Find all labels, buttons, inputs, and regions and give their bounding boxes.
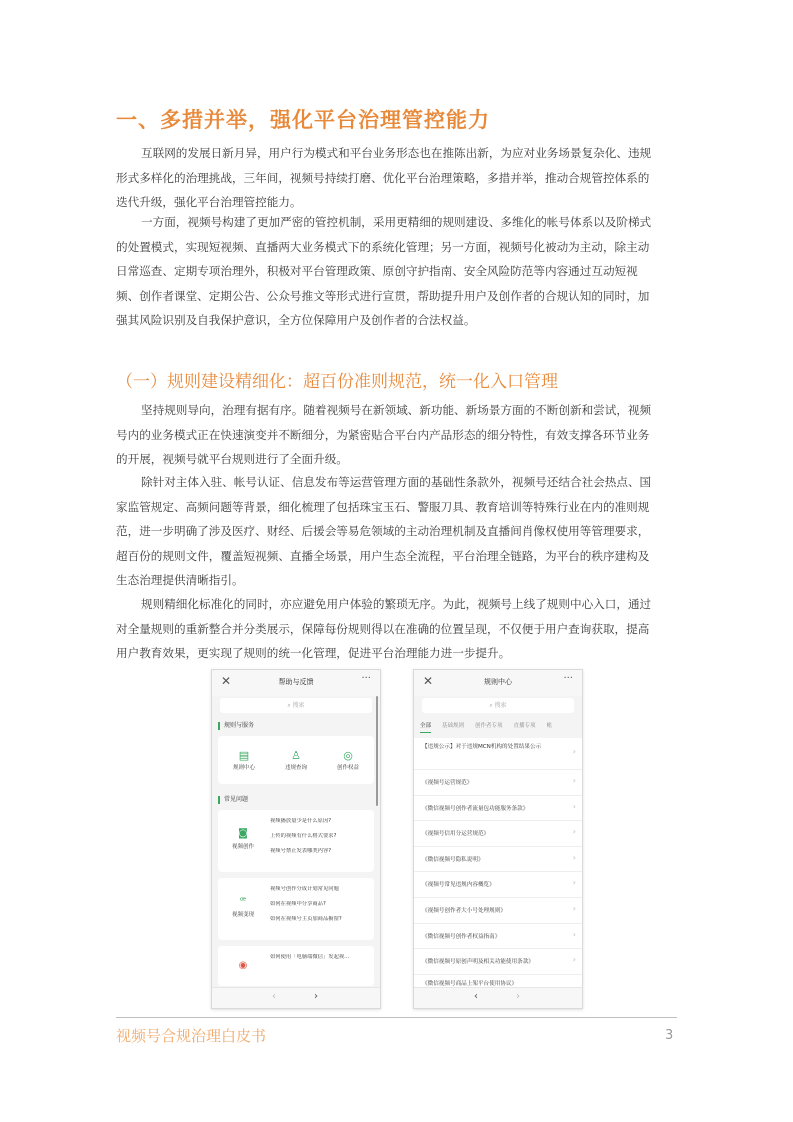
rule-title: 《微信视频号创作者权益指南》: [422, 933, 501, 940]
faq-card-live: [218, 946, 374, 986]
back-icon[interactable]: ‹: [272, 991, 276, 1002]
text-line: 的处置模式，实现短视频、直播两大业务模式下的系统化管理；另一方面，视频号化被动为主动，除主动: [116, 239, 650, 254]
search-icon: ⌕: [489, 702, 493, 709]
list-item[interactable]: [414, 949, 582, 975]
chevron-right-icon: ›: [572, 852, 576, 862]
tab-all[interactable]: 全部: [420, 721, 431, 733]
chevron-right-icon: ›: [572, 801, 576, 811]
service-rule-center[interactable]: [224, 749, 264, 771]
phone-bottom-nav: [414, 987, 582, 1008]
text-line: 范，进一步明确了涉及医疗、财经、后援会等易危领域的主动治理机制及直播间肖像权使用等管理要求，: [116, 524, 650, 539]
live-icon: ◉: [238, 960, 248, 971]
faq-question[interactable]: 如何在视频号主页加商品橱窗?: [270, 916, 342, 922]
back-icon[interactable]: ‹: [474, 991, 478, 1002]
faq-category[interactable]: [224, 896, 262, 918]
rule-title: 《视频号信用分运营规范》: [422, 831, 490, 838]
search-placeholder: 搜索: [494, 702, 507, 709]
text-line: 的开展，视频号就平台规则进行了全面升级。: [116, 452, 348, 467]
chevron-right-icon: ›: [572, 955, 576, 965]
text-line: 一方面，视频号构建了更加严密的管控机制，采用更精细的规则建设、多维化的帐号体系以及阶梯式: [141, 215, 652, 229]
chevron-right-icon: ›: [572, 878, 576, 888]
text-line: 除针对主体入驻、帐号认证、信息发布等运营管理方面的基础性条款外，视频号还结合社会热点、国: [141, 475, 652, 489]
chevron-right-icon: ›: [572, 747, 576, 756]
service-violation-query[interactable]: [276, 749, 316, 771]
rule-title: 《视频号创作者大小号处理规则》: [422, 907, 506, 914]
search-input[interactable]: [220, 698, 372, 713]
tab-live[interactable]: 直播专项: [513, 723, 536, 729]
faq-category-label: 视频创作: [231, 844, 254, 850]
rule-title: 《视频号运营规范》: [422, 780, 473, 786]
faq-question[interactable]: 视频号创作分成计划常见问题: [270, 886, 339, 892]
text-line: 日常巡查、定期专项治理外，积极对平台管理政策、原创守护指南、安全风险防范等内容通过互动短视: [116, 264, 638, 279]
list-item[interactable]: [414, 738, 582, 770]
service-label: 违规查询: [284, 765, 307, 771]
section-title-faq: 常见问题: [218, 796, 380, 804]
paragraph-2: [116, 210, 677, 333]
page-number: 3: [665, 1028, 674, 1043]
list-item[interactable]: [414, 770, 582, 796]
phone-bottom-nav: [212, 987, 380, 1008]
text-line: 生态治理提供清晰指引。: [116, 573, 244, 588]
more-icon[interactable]: ···: [563, 673, 573, 684]
search-input[interactable]: [422, 698, 574, 713]
text-line: 迭代升级，强化平台治理管控能力。: [116, 195, 302, 210]
rule-title: 《微信视频号商品上架平台使用协议》: [422, 980, 518, 987]
rule-title: 《微信视频号隐私说明》: [422, 856, 484, 863]
tab-creator[interactable]: 创作者专项: [475, 723, 503, 729]
tab-basic-rules[interactable]: 基础规则: [442, 723, 465, 729]
faq-question[interactable]: 视频号禁止发表哪类内容?: [270, 848, 332, 854]
text-line: 超百份的规则文件，覆盖短视频、直播全场景，用户生态全流程，平台治理全链路，为平台的秩序建构及: [116, 548, 650, 563]
list-item[interactable]: [414, 898, 582, 924]
footer-title: 视频号合规治理白皮书: [116, 1027, 267, 1045]
close-icon[interactable]: ✕: [423, 674, 434, 688]
tab-account[interactable]: 帐: [546, 723, 553, 729]
chevron-right-icon: ›: [572, 776, 576, 785]
text-line: 家监管规定、高频问题等背景，细化梳理了包括珠宝玉石、警服刀具、教育培训等特殊行业在内的准则规: [116, 499, 650, 514]
paragraph-5: [116, 592, 677, 666]
butterfly-icon: ꟹ: [239, 896, 247, 907]
phone-title: 帮助与反馈: [278, 678, 314, 686]
forward-icon[interactable]: ›: [314, 991, 318, 1002]
faq-card-creation: [218, 810, 374, 872]
faq-question[interactable]: 上传的视频有什么格式要求?: [270, 833, 337, 839]
faq-question[interactable]: 如何在视频中分享商品?: [270, 901, 326, 907]
rule-title: 《视频号常见违规内容概览》: [422, 882, 495, 889]
text-line: 频、创作者课堂、定期公告、公众号推文等形式进行宣贯，帮助提升用户及创作者的合规认知的同时，加: [116, 288, 650, 303]
faq-card-monetization: [218, 878, 374, 940]
section-title-rules: 规则与服务: [218, 722, 380, 730]
rule-tabs: [420, 721, 582, 733]
paragraph-3: [116, 398, 677, 472]
subsection-heading: （一）规则建设精细化：超百份准则规范，统一化入口管理: [116, 372, 558, 392]
list-item[interactable]: [414, 924, 582, 950]
chevron-right-icon: ›: [572, 827, 576, 837]
rule-list: [414, 738, 582, 990]
rule-title: 《微信视频号原创声明及相关功能使用条款》: [422, 959, 534, 966]
search-placeholder: 搜索: [292, 702, 305, 709]
phone-topbar: [414, 670, 582, 696]
text-line: 互联网的发展日新月异，用户行为模式和平台业务形态也在推陈出新，为应对业务场景复杂化、违规: [141, 146, 652, 160]
list-item[interactable]: [414, 847, 582, 873]
close-icon[interactable]: ✕: [221, 674, 232, 688]
footer-divider: [116, 1017, 677, 1018]
service-label: 规则中心: [232, 765, 255, 771]
faq-question[interactable]: 如何使用「电脑端微信」发起视...: [270, 954, 350, 960]
service-label: 创作权益: [336, 765, 359, 771]
services-card: [218, 736, 374, 784]
document-icon: ▤: [238, 749, 250, 762]
chevron-right-icon: ›: [572, 903, 576, 913]
list-item[interactable]: [414, 796, 582, 822]
rule-title: 《微信视频号创作者流量包功能服务条款》: [422, 805, 529, 812]
text-line: 号内的业务模式正在快速演变并不断细分，为紧密贴合平台内产品形态的细分特性，有效支撑各环节业务: [116, 427, 650, 442]
forward-icon[interactable]: ›: [516, 991, 520, 1002]
text-line: 规则精细化标准化的同时，亦应避免用户体验的繁琐无序。为此，视频号上线了规则中心入口，通过: [141, 597, 652, 611]
paragraph-1: [116, 141, 677, 215]
paragraph-4: [116, 470, 677, 593]
phone-title: 规则中心: [484, 678, 512, 686]
list-item[interactable]: [414, 872, 582, 898]
section-heading: 一、多措并举，强化平台治理管控能力: [116, 108, 490, 132]
list-item[interactable]: [414, 821, 582, 847]
text-line: 对全量规则的重新整合并分类展示，保障每份规则得以在准确的位置呈现，不仅便于用户查询获取，提高: [116, 621, 650, 636]
faq-category-label: 视频变现: [231, 912, 254, 918]
text-line: 形式多样化的治理挑战，三年间，视频号持续打磨、优化平台治理策略，多措并举，推动合规管控体系的: [116, 170, 650, 185]
rule-title: 【违规公示】对于违规MCN机构的处置结果公示: [422, 744, 542, 750]
text-line: 强其风险识别及自我保护意识，全方位保障用户及创作者的合法权益。: [116, 313, 476, 328]
text-line: 坚持规则导向，治理有据有序。随着视频号在新领域、新功能、新场景方面的不断创新和尝试，视频: [141, 403, 652, 417]
chevron-right-icon: ›: [572, 929, 576, 939]
search-icon: ⌕: [287, 702, 291, 709]
phone-topbar: [212, 670, 380, 696]
scrollbar[interactable]: [376, 696, 378, 806]
faq-category[interactable]: [224, 960, 262, 971]
person-search-icon: ♙: [291, 749, 301, 762]
service-creator-rights[interactable]: [328, 749, 368, 771]
faq-category[interactable]: [224, 828, 262, 850]
shield-icon: ◎: [343, 749, 353, 762]
camera-icon: ◙: [238, 828, 248, 839]
phone-screenshot-rule-center: [413, 669, 583, 1009]
phone-screenshot-help: [211, 669, 381, 1009]
more-icon[interactable]: ···: [361, 673, 371, 684]
text-line: 用户教育效果，更实现了规则的统一化管理，促进平台治理能力进一步提升。: [116, 646, 511, 661]
faq-question[interactable]: 视频播放量少是什么原因?: [270, 818, 332, 824]
